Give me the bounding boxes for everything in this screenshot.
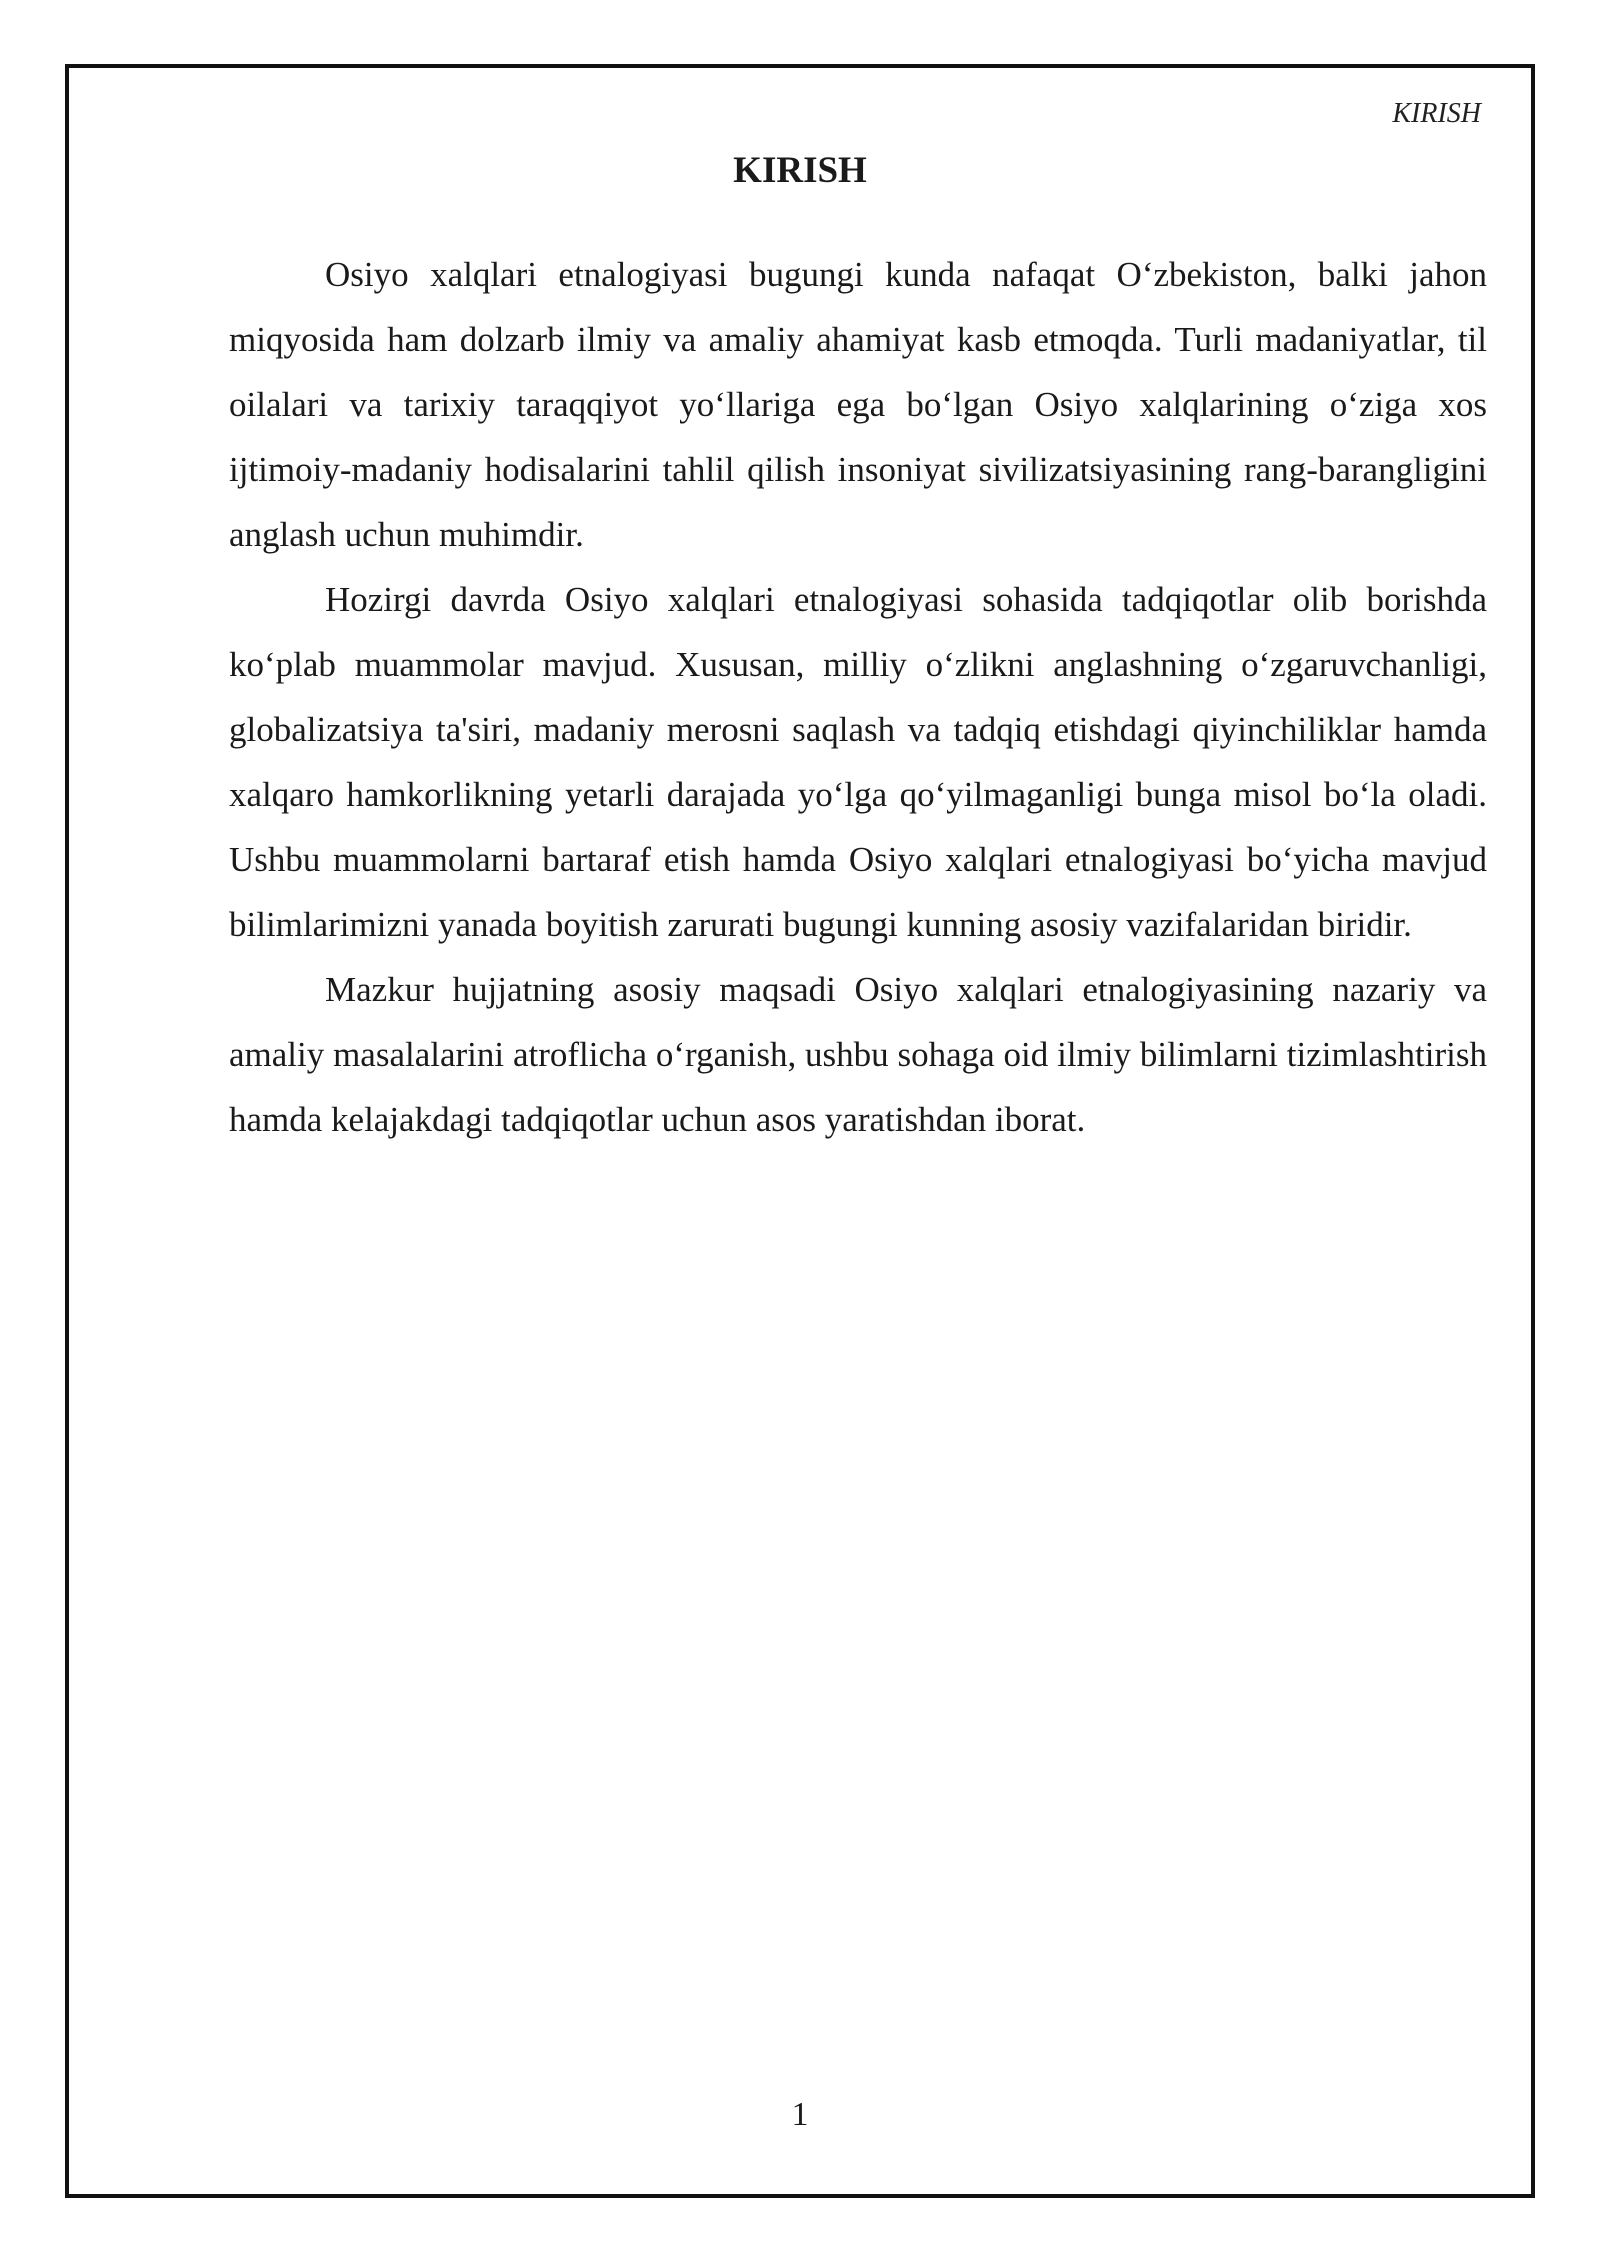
document-title: KIRISH	[733, 150, 867, 191]
paragraph: Hozirgi davrda Osiyo xalqlari etnalogiyasi sohasida tadqiqotlar olib borishda ko‘plab muammolar mavjud. Xususan, milliy o‘zlikni anglashning o‘zgaruvchanligi, globalizatsiya ta'siri, madaniy merosni saqlash va tadqiq etishdagi qiyinchiliklar hamda xalqaro hamkorlikning yetarli darajada yo‘lga qo‘yilmaganligi bunga misol bo‘la oladi. Ushbu muammolarni bartaraf etish hamda Osiyo xalqlari etnalogiyasi bo‘yicha mavjud bilimlarimizni yanada boyitish zarurati bugungi kunning asosiy vazifalaridan biridir.	[229, 580, 1487, 944]
page-number: 1	[791, 2096, 809, 2133]
paragraph: Mazkur hujjatning asosiy maqsadi Osiyo xalqlari etnalogiyasining nazariy va amaliy masalalarini atroflicha o‘rganish, ushbu sohaga oid ilmiy bilimlarni tizimlashtirish hamda kelajakdagi tadqiqotlar uchun asos yaratishdan iborat.	[229, 970, 1487, 1139]
running-header: KIRISH	[1392, 98, 1481, 129]
paragraph: Osiyo xalqlari etnalogiyasi bugungi kunda nafaqat O‘zbekiston, balki jahon miqyosida ham dolzarb ilmiy va amaliy ahamiyat kasb etmoqda. Turli madaniyatlar, til oilalari va tarixiy taraqqiyot yo‘llariga ega bo‘lgan Osiyo xalqlarining o‘ziga xos ijtimoiy-madaniy hodisalarini tahlil qilish insoniyat sivilizatsiyasining rang-barangligini anglash uchun muhimdir.	[229, 255, 1487, 554]
document-body	[229, 242, 1487, 1152]
